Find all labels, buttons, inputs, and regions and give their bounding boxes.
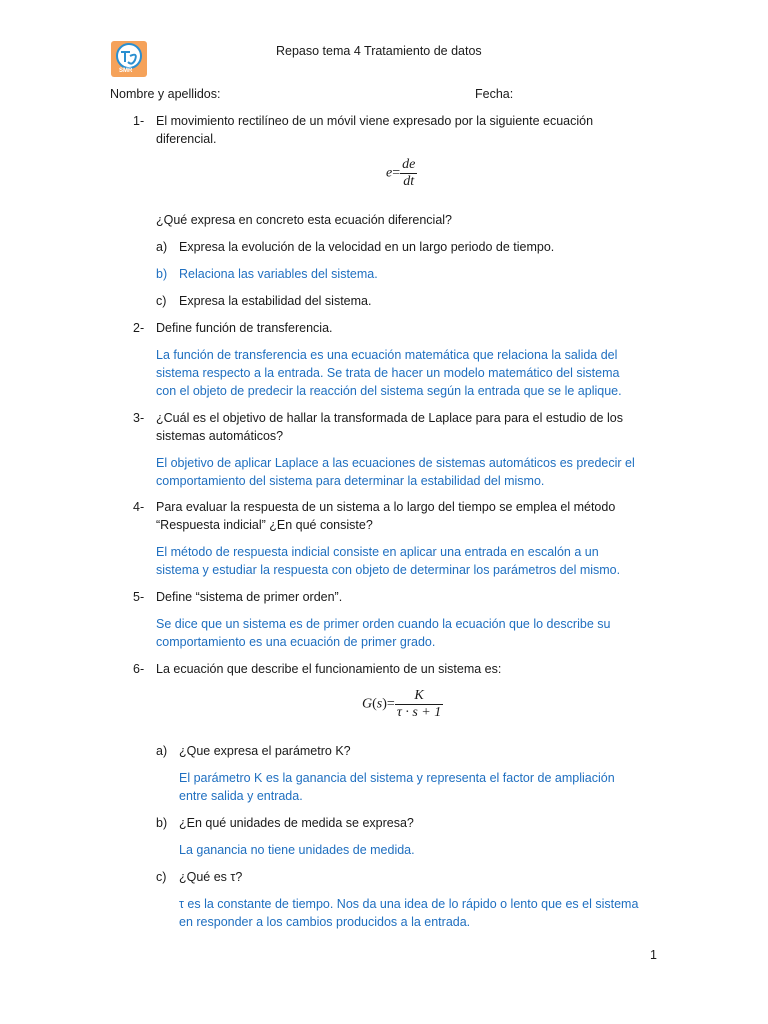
q6-eq-paren-open: (	[372, 696, 377, 712]
q6a-answer-1: El parámetro K es la ganancia del sistema y representa el factor de ampliación	[179, 771, 615, 785]
q2-number: 2-	[133, 321, 145, 335]
q1-option-c-letter: c)	[156, 294, 167, 308]
q6a-text: ¿Que expresa el parámetro K?	[179, 744, 351, 758]
q6-line-1: La ecuación que describe el funcionamiento de un sistema es:	[156, 662, 502, 676]
q6-equation	[362, 688, 443, 721]
q2-answer-3: con el objeto de predecir la reacción del sistema según la entrada que se le aplique.	[156, 384, 622, 398]
q6b-letter: b)	[156, 816, 168, 830]
q1-prompt: ¿Qué expresa en concreto esta ecuación diferencial?	[156, 213, 453, 227]
q1-line-1: El movimiento rectilíneo de un móvil viene expresado por la siguiente ecuación	[156, 114, 594, 128]
q6-eq-equals: =	[386, 696, 395, 712]
date-label: Fecha:	[475, 87, 514, 101]
q6-number: 6-	[133, 662, 145, 676]
q3-line-2: sistemas automáticos?	[156, 429, 284, 443]
q1-option-b-text: Relaciona las variables del sistema.	[179, 267, 378, 281]
q4-answer-2: sistema y estudiar la respuesta con objeto de determinar los parámetros del mismo.	[156, 563, 621, 577]
q1-option-a-letter: a)	[156, 240, 168, 254]
q6b-answer-1: La ganancia no tiene unidades de medida.	[179, 843, 415, 857]
q1-line-2: diferencial.	[156, 132, 217, 146]
q2-answer-1: La función de transferencia es una ecuación matemática que relaciona la salida del	[156, 348, 618, 362]
q6a-answer-2: entre salida y entrada.	[179, 789, 303, 803]
q6c-text: ¿Qué es τ?	[179, 870, 243, 884]
q4-number: 4-	[133, 500, 145, 514]
q6b-text: ¿En qué unidades de medida se expresa?	[179, 816, 414, 830]
q3-answer-1: El objetivo de aplicar Laplace a las ecuaciones de sistemas automáticos es predecir el	[156, 456, 635, 470]
q1-eq-numerator: de	[402, 157, 416, 172]
q6-eq-arg: s	[376, 696, 383, 712]
q5-line-1: Define “sistema de primer orden”.	[156, 590, 343, 604]
q5-answer-2: comportamiento es una ecuación de primer grado.	[156, 635, 436, 649]
q1-eq-lhs: e	[386, 165, 393, 181]
page-number: 1	[650, 948, 657, 962]
q6-eq-paren-close: )	[382, 696, 387, 712]
page-title: Repaso tema 4 Tratamiento de datos	[276, 44, 482, 58]
q1-eq-denominator: dt	[403, 174, 415, 189]
q5-number: 5-	[133, 590, 145, 604]
q1-number: 1-	[133, 114, 145, 128]
q3-answer-2: comportamiento del sistema para determinar la estabilidad del mismo.	[156, 474, 545, 488]
q6-eq-numerator: K	[395, 688, 443, 705]
q5-answer-1: Se dice que un sistema es de primer orden cuando la ecuación que lo describe su	[156, 617, 611, 631]
q6c-letter: c)	[156, 870, 167, 884]
q6a-letter: a)	[156, 744, 168, 758]
logo-text: SMR	[119, 68, 133, 74]
q1-option-a-text: Expresa la evolución de la velocidad en un largo periodo de tiempo.	[179, 240, 555, 254]
q6-eq-denominator: τ · s + 1	[396, 705, 442, 720]
q1-eq-equals: =	[392, 165, 401, 181]
q4-answer-1: El método de respuesta indicial consiste en aplicar una entrada en escalón a un	[156, 545, 599, 559]
q1-equation	[386, 157, 417, 190]
q6c-answer-1: τ es la constante de tiempo. Nos da una idea de lo rápido o lento que es el sistema	[179, 897, 639, 911]
q6-eq-lhs: G	[362, 696, 373, 712]
q4-line-2: “Respuesta indicial” ¿En qué consiste?	[156, 518, 373, 532]
q2-answer-2: sistema respecto a la entrada. Se trata de hacer un modelo matemático del sistema	[156, 366, 620, 380]
q4-line-1: Para evaluar la respuesta de un sistema a lo largo del tiempo se emplea el método	[156, 500, 616, 514]
q2-line-1: Define función de transferencia.	[156, 321, 333, 335]
q6-eq-fraction	[395, 688, 443, 721]
q6c-answer-2: en responder a los cambios producidos a la entrada.	[179, 915, 471, 929]
q3-number: 3-	[133, 411, 145, 425]
name-label: Nombre y apellidos:	[110, 87, 221, 101]
logo	[110, 40, 148, 78]
q3-line-1: ¿Cuál es el objetivo de hallar la transformada de Laplace para para el estudio de los	[156, 411, 623, 425]
q1-option-c-text: Expresa la estabilidad del sistema.	[179, 294, 372, 308]
q1-eq-fraction	[400, 157, 417, 190]
q1-option-b-letter: b)	[156, 267, 168, 281]
